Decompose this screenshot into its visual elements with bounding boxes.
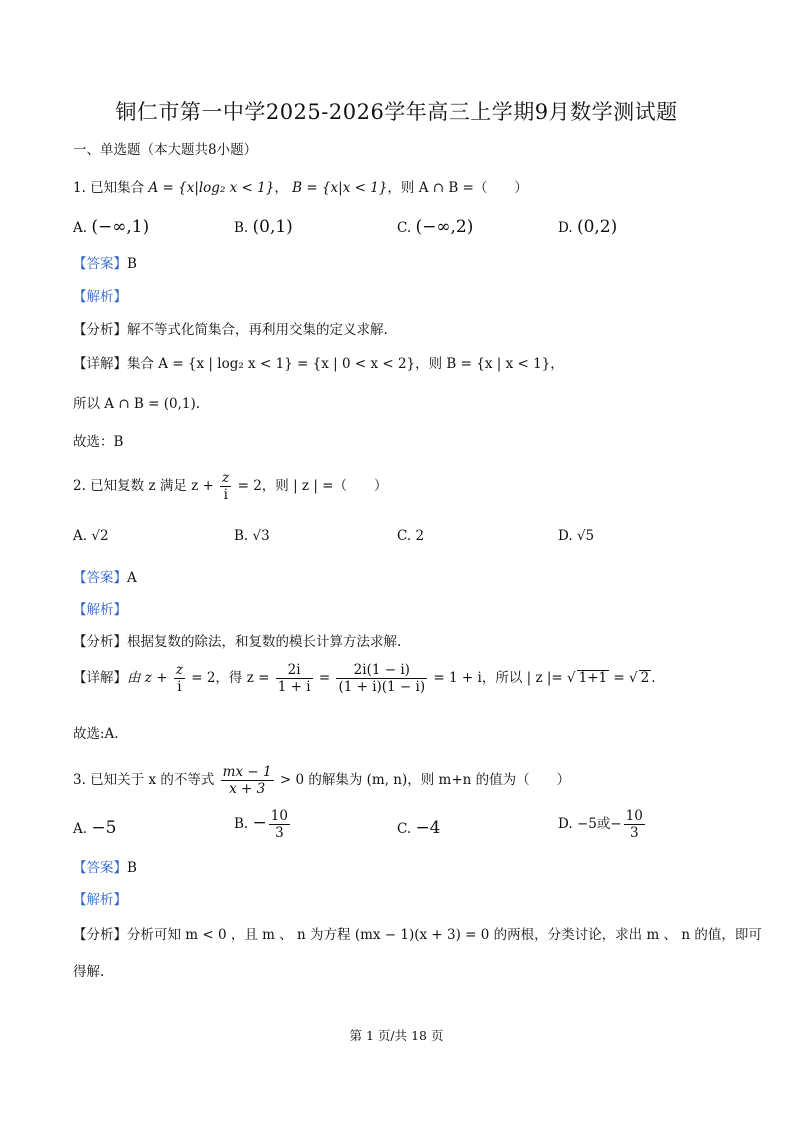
q2-fenxi: 【分析】根据复数的除法，和复数的模长计算方法求解. <box>73 634 402 650</box>
q1-suffix: ，则 A ∩ B =（ ） <box>387 180 528 196</box>
q3-option-c: C. −4 <box>397 818 441 838</box>
q2-option-d: D. √5 <box>558 528 595 544</box>
q1-fenxi: 【分析】解不等式化简集合，再利用交集的定义求解. <box>73 322 388 338</box>
question-3-stem: 3. 已知关于 x 的不等式 $\frac{mx - 1}{x + 3}$ > 0 的解集为 (m, n)，则 m+n 的值为（ ） <box>73 764 571 797</box>
q3-answer: 【答案】B <box>73 860 137 876</box>
q1-option-b: B. (0,1) <box>234 217 293 237</box>
q2-analysis-tag: 【解析】 <box>73 602 127 618</box>
q2-fraction: $\frac{z}{i}$ <box>222 470 230 503</box>
q1-set-b: B = {x|x < 1} <box>292 180 388 196</box>
q1-detail: 【详解】集合 A = {x | log₂ x < 1} = {x | 0 < x < 2}，则 B = {x | x < 1}， <box>73 356 564 372</box>
q3-option-d: D. −5或− $\frac{10}{3}$ <box>558 808 643 841</box>
q1-analysis-tag: 【解析】 <box>73 289 127 305</box>
page-title: 铜仁市第一中学2025-2026学年高三上学期9月数学测试题 <box>115 100 678 124</box>
q2-detail-frac-1: $\frac{2i}{1 + i}$ <box>277 662 311 695</box>
question-1-stem <box>73 176 528 196</box>
q3-fenxi: 【分析】分析可知 m < 0 ，且 m 、 n 为方程 (mx − 1)(x + 3) = 0 的两根，分类讨论，求出 m 、 n 的值，即可 <box>73 927 762 943</box>
q3-fenxi-cont: 得解. <box>73 964 105 980</box>
q1-option-d: D. (0,2) <box>558 217 618 237</box>
q1-set-a: A = {x|log₂ x < 1} <box>148 180 275 196</box>
q2-choose: 故选:A. <box>73 726 119 742</box>
q2-detail-frac-0: $\frac{z}{i}$ <box>175 662 183 695</box>
q2-detail: 【详解】由 z + $\frac{z}{i}$ = 2，得 z = $\frac{2i}{1 + i}$ = $\frac{2i(1 - i)}{(1 + i)(1 - i)}$ = 1 + i，所以 | z |= √ 1+1 = √ 2 . <box>73 662 656 695</box>
q1-sep: ， <box>274 180 288 196</box>
q2-option-b: B. √3 <box>234 528 270 544</box>
q3-analysis-tag: 【解析】 <box>73 892 127 908</box>
page-footer: 第 1 页/共 18 页 <box>349 1028 444 1043</box>
q3-fraction: $\frac{mx - 1}{x + 3}$ <box>222 764 272 797</box>
q3-option-a: A. −5 <box>73 818 117 838</box>
q1-answer: 【答案】B <box>73 256 137 272</box>
q1-so: 所以 A ∩ B = (0,1). <box>73 396 201 412</box>
q2-detail-frac-2: $\frac{2i(1 - i)}{(1 + i)(1 - i)}$ <box>338 662 426 695</box>
question-2-stem: 2. 已知复数 z 满足 z + $\frac{z}{i}$ = 2，则 | z | =（ ） <box>73 470 388 503</box>
q2-answer: 【答案】A <box>73 570 137 586</box>
q1-prefix: 1. 已知集合 <box>73 180 145 196</box>
q1-option-c: C. (−∞,2) <box>397 217 474 237</box>
q3-option-b: B. − $\frac{10}{3}$ <box>234 808 288 841</box>
q2-option-a: A. √2 <box>73 528 109 544</box>
q1-option-a: A. (−∞,1) <box>73 217 150 237</box>
q1-choose: 故选：B <box>73 434 124 450</box>
section-heading: 一、单选题（本大题共8小题） <box>73 142 258 158</box>
q2-option-c: C. 2 <box>397 528 425 544</box>
